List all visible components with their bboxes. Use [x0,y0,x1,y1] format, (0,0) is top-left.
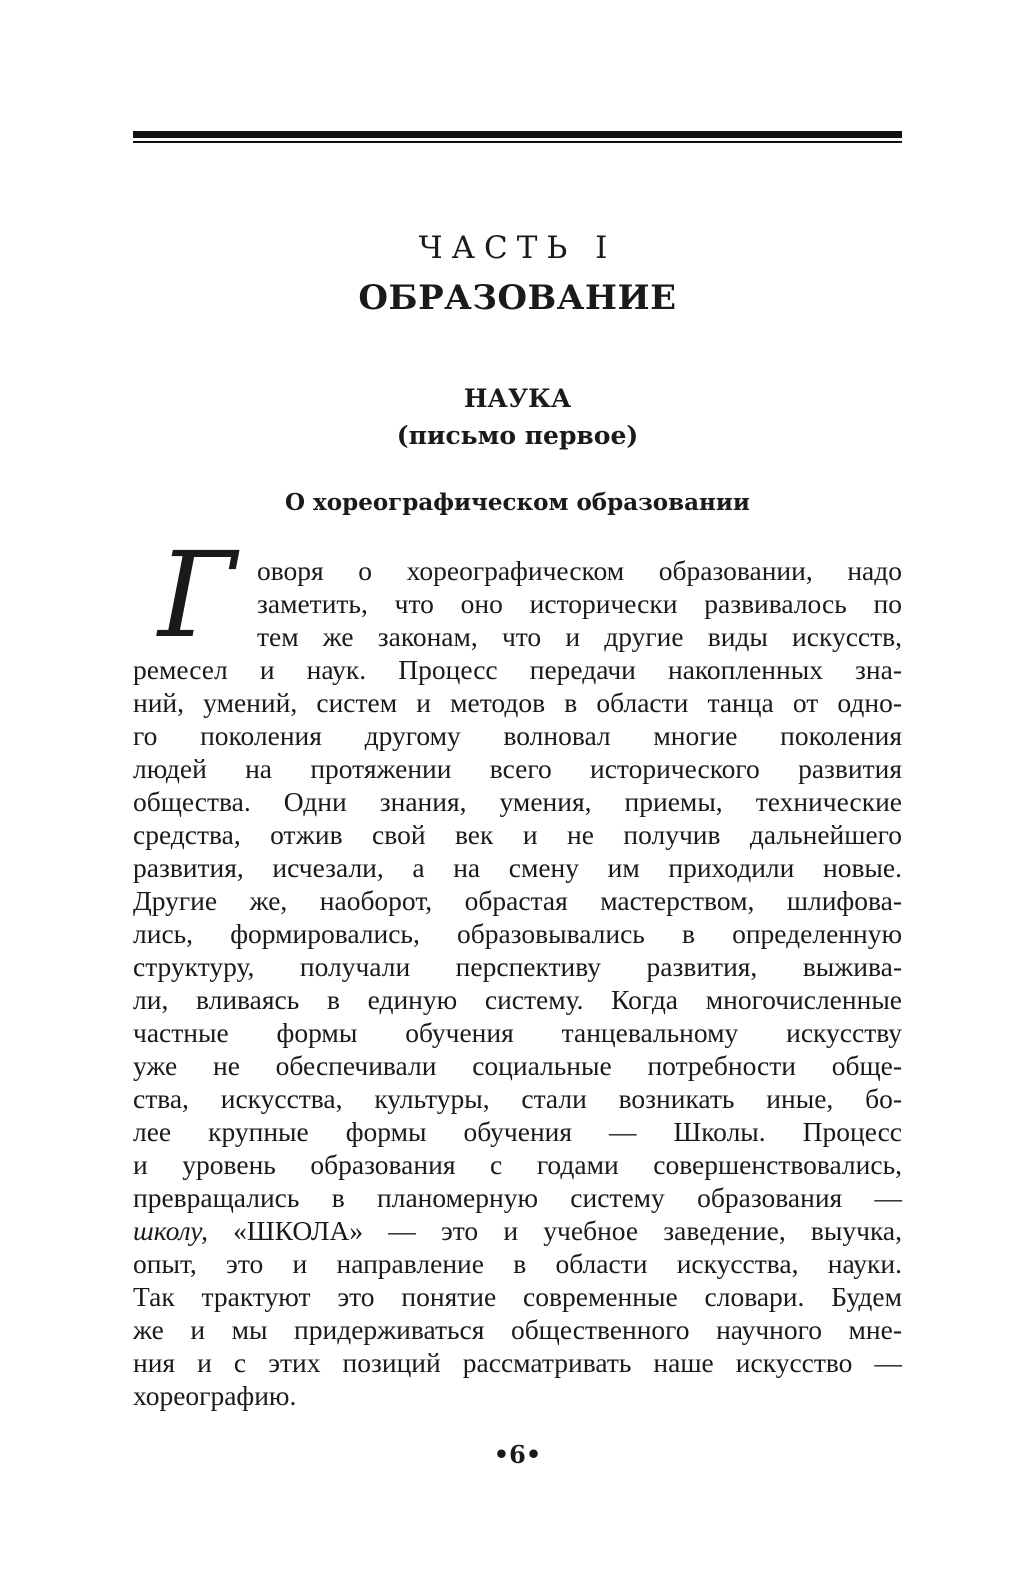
body-paragraph [133,554,902,1412]
body-line: ремесел и наук. Процесс передачи накопленных зна- [133,654,902,685]
body-line: опыт, это и направление в области искусства, науки. [133,1248,902,1279]
page-number: •6• [493,1440,542,1469]
body-line: хореографию. [133,1380,297,1411]
body-line: лее крупные формы обучения — Школы. Процесс [133,1116,902,1147]
body-line: развития, исчезали, а на смену им приходили новые. [133,852,902,883]
body-line: превращались в планомерную систему образования — [133,1182,902,1213]
body-line: людей на протяжении всего исторического развития [133,753,902,784]
body-line-rest: «ШКОЛА» — это и учебное заведение, выучка, [207,1215,902,1246]
italic-word: школу, [133,1215,208,1246]
body-line: ства, искусства, культуры, стали возникать иные, бо- [133,1083,902,1114]
section-subtitle: (письмо первое) [396,421,639,450]
body-line: ний, умений, систем и методов в области танца от одно- [133,687,902,718]
body-line: заметить, что оно исторически развивалось по [257,588,902,619]
body-line: ли, вливаясь в единую систему. Когда многочисленные [133,984,902,1015]
drop-cap: Г [158,526,237,664]
body-line: общества. Одни знания, умения, приемы, технические [133,786,902,817]
body-line: структуру, получали перспективу развития, выжива- [133,951,902,982]
part-title: ОБРАЗОВАНИЕ [358,278,677,318]
body-line: частные формы обучения танцевальному искусству [133,1017,902,1048]
body-line: го поколения другому волновал многие поколения [133,720,902,751]
body-line: и уровень образования с годами совершенствовались, [133,1149,902,1180]
body-line: же и мы придерживаться общественного научного мне- [133,1314,902,1345]
body-line: Так трактуют это понятие современные словари. Будем [133,1281,902,1312]
top-rule-thin [133,141,902,143]
body-line-school [133,1214,902,1247]
body-line: уже не обеспечивали социальные потребности обще- [133,1050,902,1081]
subsection-title: О хореографическом образовании [285,489,750,516]
body-line: тем же законам, что и другие виды искусств, [257,621,902,652]
top-rule-thick [133,131,902,138]
body-line: Другие же, наоборот, обрастая мастерством, шлифова- [133,885,902,916]
body-line: средства, отжив свой век и не получив дальнейшего [133,819,902,850]
part-label: ЧАСТЬ I [418,230,617,266]
body-line: оворя о хореографическом образовании, надо [257,555,902,586]
section-title: НАУКА [463,384,572,413]
body-line: ния и с этих позиций рассматривать наше искусство — [133,1347,902,1378]
body-line: лись, формировались, образовывались в определенную [133,918,902,949]
